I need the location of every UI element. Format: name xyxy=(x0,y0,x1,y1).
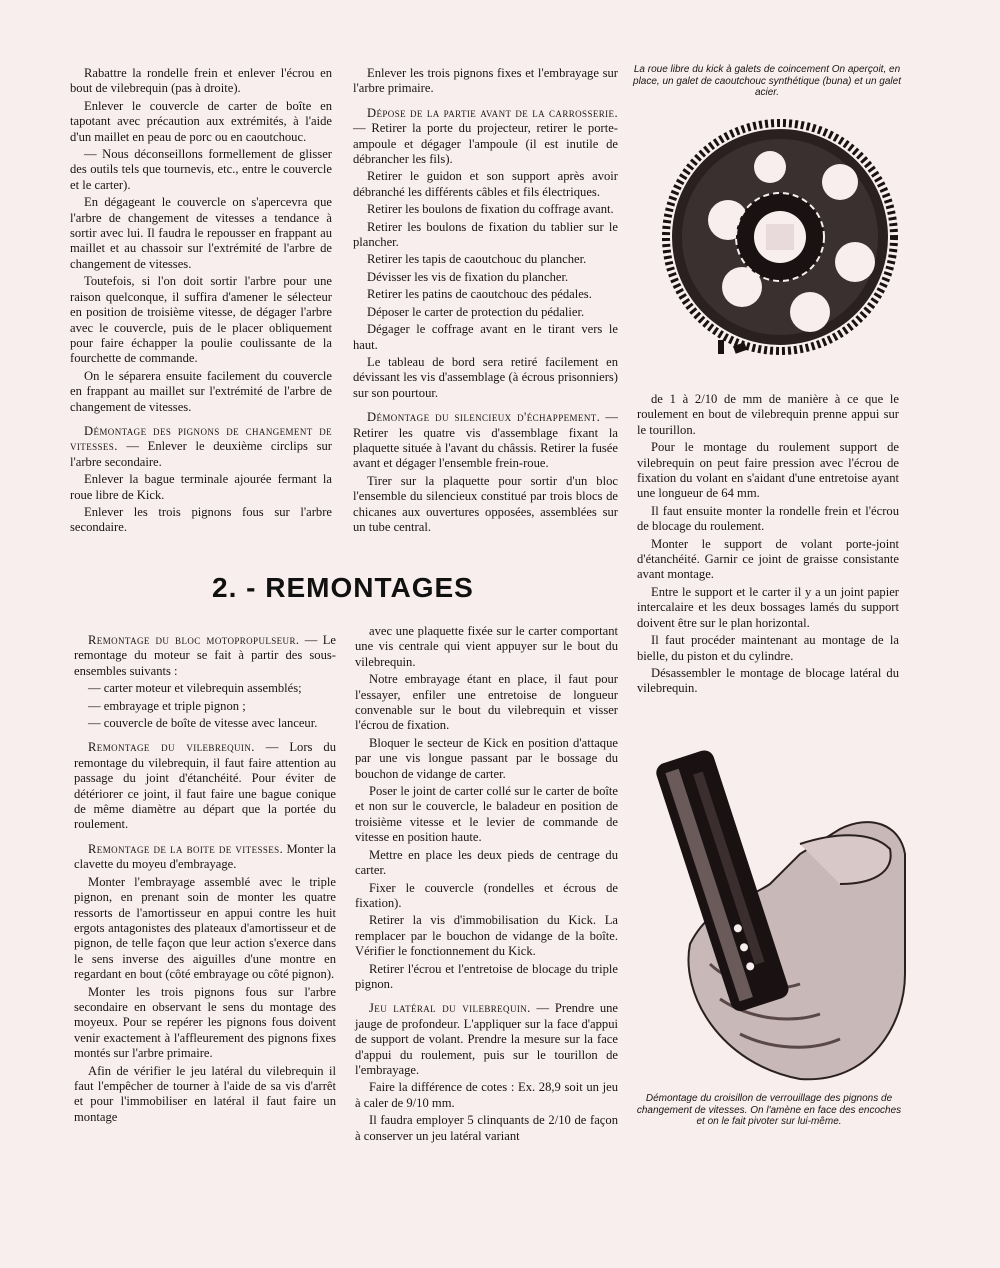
paragraph-text: — Retirer les quatre vis d'assemblage fixant la plaquette située à l'avant du châssis. Retirer la fusée avant et dégager l'ensemble frein-roue. xyxy=(353,410,618,471)
paragraph xyxy=(70,147,332,193)
paragraph xyxy=(637,666,899,697)
paragraph-text: de 1 à 2/10 de mm de manière à ce que le roulement en bout de vilebrequin prenne appui sur le tourillon. xyxy=(637,392,899,437)
paragraph xyxy=(353,355,618,401)
paragraph-text: Rabattre la rondelle frein et enlever l'écrou en bout de vilebrequin (pas à droite). xyxy=(70,66,332,96)
hand-shaft-image xyxy=(650,734,912,1084)
paragraph-text: Retirer les boulons de fixation du coffrage avant. xyxy=(367,202,614,217)
paragraph xyxy=(353,474,618,536)
paragraph xyxy=(353,66,618,97)
paragraph xyxy=(355,848,618,879)
paragraph-text: Dégager le coffrage avant en le tirant vers le haut. xyxy=(353,322,618,352)
paragraph-text: Enlever les trois pignons fixes et l'embrayage sur l'arbre primaire. xyxy=(353,66,618,96)
paragraph-text: Dévisser les vis de fixation du plancher. xyxy=(367,269,569,284)
paragraph xyxy=(353,106,618,168)
paragraph-text: Retirer la vis d'immobilisation du Kick. La remplacer par le bouchon de vidange de la boîte. Vérifier le fonctionnement du Kick. xyxy=(355,913,618,959)
section-lead: Remontage du vilebrequin. xyxy=(88,740,255,755)
paragraph-text: — Nous déconseillons formellement de glisser des outils tels que tournevis, etc., entre le couvercle et le carter). xyxy=(70,147,332,192)
paragraph xyxy=(353,169,618,200)
paragraph-text: Retirer l'écrou et l'entretoise de blocage du triple pignon. xyxy=(355,961,618,991)
section-lead: Remontage du bloc motopropulseur. xyxy=(88,633,300,647)
section-lead: Dépose de la partie avant de la carrosserie. xyxy=(367,105,618,120)
section-lead: Jeu latéral du vilebrequin. xyxy=(369,1001,531,1016)
kick-gear-image xyxy=(650,112,915,360)
top-column-2 xyxy=(353,66,618,537)
paragraph-text: Afin de vérifier le jeu latéral du vilebrequin il faut l'empêcher de tourner à l'aide de sa vis d'arrêt et pour l'immobiliser en latéral il faut faire un montage xyxy=(74,1063,336,1124)
paragraph xyxy=(353,305,618,320)
paragraph-text: Poser le joint de carter collé sur le carter de boîte et non sur le couvercle, le baladeur en position de troisième vitesse et le levier de commande de vitesse en position haute. xyxy=(355,784,618,845)
paragraph xyxy=(355,881,618,912)
paragraph xyxy=(74,875,336,983)
paragraph-text: Monter l'embrayage assemblé avec le triple pignon, en prenant soin de monter les quatre ressorts de l'amortisseur en appui contre les huit ergots antagonistes des plateaux d'amortisseur et de pignon, de telle façon que leur action s'exerce dans le sens inverse des aiguilles d'une montre en regardant en bout (côté embrayage ou côté pignon). xyxy=(74,874,336,982)
paragraph-text: Déposer le carter de protection du pédalier. xyxy=(367,304,585,319)
paragraph xyxy=(74,699,336,714)
paragraph-text: Retirer les boulons de fixation du tablier sur le plancher. xyxy=(353,219,618,250)
paragraph xyxy=(74,1064,336,1126)
paragraph-text: Enlever la bague terminale ajourée fermant la roue libre de Kick. xyxy=(70,472,332,502)
section-lead: Démontage du silencieux d'échappement. xyxy=(367,410,601,425)
paragraph xyxy=(353,287,618,302)
bottom-column-2 xyxy=(355,624,618,1146)
paragraph xyxy=(355,913,618,959)
paragraph xyxy=(70,369,332,415)
paragraph-text: Entre le support et le carter il y a un joint papier intercalaire et les deux bossages lamés du support doivent être sur le plan horizontal. xyxy=(637,584,899,630)
paragraph xyxy=(355,1080,618,1111)
paragraph xyxy=(637,585,899,631)
paragraph xyxy=(74,985,336,1062)
paragraph xyxy=(355,1001,618,1078)
paragraph xyxy=(70,274,332,366)
paragraph-text: Bloquer le secteur de Kick en position d'attaque par une vis longue passant par le bossage du bouchon de vidange de carter. xyxy=(355,735,618,781)
hand-caption: Démontage du croisillon de verrouillage des pignons de changement de vitesses. On l'amène en face des encoches et on le fait pivoter sur lui-même. xyxy=(636,1093,902,1127)
paragraph-text: avec une plaquette fixée sur le carter comportant une vis centrale qui vient appuyer sur le bout du vilebrequin. xyxy=(355,624,618,669)
paragraph xyxy=(70,472,332,503)
paragraph xyxy=(355,962,618,993)
paragraph xyxy=(353,252,618,267)
paragraph xyxy=(353,322,618,353)
paragraph-text: Il faut ensuite monter la rondelle frein et l'écrou de blocage du roulement. xyxy=(637,503,899,534)
paragraph xyxy=(355,784,618,846)
paragraph xyxy=(355,624,618,670)
paragraph-text: Monter le support de volant porte-joint d'étanchéité. Garnir ce joint de graisse consistante avant montage. xyxy=(637,536,899,582)
paragraph-text: Faire la différence de cotes : Ex. 28,9 soit un jeu à caler de 9/10 mm. xyxy=(355,1080,618,1110)
right-column xyxy=(637,392,899,699)
paragraph xyxy=(74,681,336,696)
top-column-1 xyxy=(70,66,332,538)
paragraph xyxy=(637,392,899,438)
paragraph xyxy=(355,672,618,734)
bottom-column-1 xyxy=(74,624,336,1127)
paragraph xyxy=(70,505,332,536)
paragraph xyxy=(70,424,332,470)
paragraph-text: Retirer les tapis de caoutchouc du plancher. xyxy=(367,252,587,267)
paragraph xyxy=(70,195,332,272)
paragraph-text: Retirer le guidon et son support après avoir débranché les différents câbles et fils électriques. xyxy=(353,169,618,199)
paragraph-text: — Prendre une jauge de profondeur. L'appliquer sur la face d'appui de support de volant. Prendre la mesure sur la face d'appui du roulement, puis sur le tourillon de l'embrayage. xyxy=(355,1001,619,1077)
paragraph-text: Retirer les patins de caoutchouc des pédales. xyxy=(367,287,592,302)
section-lead: Remontage de la boite de vitesses. xyxy=(88,841,284,856)
paragraph-text: Il faudra employer 5 clinquants de 2/10 de façon à conserver un jeu latéral variant xyxy=(355,1113,618,1143)
paragraph-text: Désassembler le montage de blocage latéral du vilebrequin. xyxy=(637,665,899,696)
paragraph xyxy=(70,66,332,97)
paragraph-text: Enlever le couvercle de carter de boîte en tapotant avec précaution aux extrémités, à l'aide d'un maillet en peau de porc ou en caoutchouc. xyxy=(70,98,332,144)
paragraph xyxy=(353,410,618,472)
paragraph xyxy=(637,504,899,535)
paragraph xyxy=(74,633,336,679)
paragraph-text: Tirer sur la plaquette pour sortir d'un bloc l'ensemble du silencieux constitué par trois blocs de chicanes aux ouvertures opposées, assemblées sur un tube central. xyxy=(353,473,618,534)
paragraph-text: — Retirer la porte du projecteur, retirer le porte-ampoule et dégager l'ampoule (il est inutile de débrancher les fils). xyxy=(353,121,618,167)
paragraph-text: Fixer le couvercle (rondelles et écrous de fixation). xyxy=(355,880,618,910)
paragraph-text: Il faut procéder maintenant au montage de la bielle, du piston et du cylindre. xyxy=(637,633,899,663)
paragraph xyxy=(74,740,336,832)
paragraph xyxy=(353,202,618,217)
paragraph xyxy=(70,99,332,145)
paragraph-text: On le séparera ensuite facilement du couvercle en frappant au maillet sur l'extrémité de l'arbre de changement de vitesses. xyxy=(70,368,332,414)
section-heading: 2. - REMONTAGES xyxy=(212,572,474,603)
paragraph-text: Mettre en place les deux pieds de centrage du carter. xyxy=(355,847,618,878)
paragraph-text: Notre embrayage étant en place, il faut pour l'essayer, enfiler une entretoise de longueur convenable sur le bout du vilebrequin et visser l'écrou de fixation. xyxy=(355,672,618,733)
paragraph xyxy=(74,716,336,731)
paragraph xyxy=(353,220,618,251)
paragraph-text: Le tableau de bord sera retiré facilement en dévissant les vis d'assemblage (à écrous prisonniers) sur son pourtour. xyxy=(353,354,618,400)
section-lead: Démontage des pignons de changement de vitesses. xyxy=(70,423,332,454)
paragraph-text: Monter la clavette du moyeu d'embrayage. xyxy=(74,841,336,872)
paragraph-text: Enlever les trois pignons fous sur l'arbre secondaire. xyxy=(70,504,332,535)
paragraph xyxy=(637,537,899,583)
paragraph xyxy=(355,1113,618,1144)
paragraph-text: — carter moteur et vilebrequin assemblés; xyxy=(88,681,302,696)
paragraph-text: — embrayage et triple pignon ; xyxy=(88,698,246,713)
paragraph xyxy=(74,842,336,873)
paragraph-text: — Le remontage du moteur se fait à partir des sous-ensembles suivants : xyxy=(74,633,336,678)
gear-caption: La roue libre du kick à galets de coincement On aperçoit, en place, un galet de caoutchouc synthétique (buna) et un galet acier. xyxy=(633,64,901,98)
paragraph xyxy=(637,633,899,664)
paragraph-text: — Enlever le deuxième circlips sur l'arbre secondaire. xyxy=(70,439,332,469)
paragraph xyxy=(637,440,899,502)
paragraph xyxy=(355,736,618,782)
paragraph-text: Monter les trois pignons fous sur l'arbre secondaire en observant le sens du montage des moyeux. Pour se repérer les pignons fous doivent venir exactement à l'affleurement des pignons fixes montés sur l'arbre primaire. xyxy=(74,984,336,1061)
paragraph-text: — Lors du remontage du vilebrequin, il faut faire attention au passage du joint d'étanchéité. Pour éviter de détériorer ce joint, il faut faire une bague conique de même diamètre au départ que la portée du roulement. xyxy=(74,740,337,832)
paragraph-text: Pour le montage du roulement support de vilebrequin on peut faire pression avec l'écrou de fixation du volant en s'aidant d'une entretoise ayant une longueur de 64 mm. xyxy=(637,440,899,501)
paragraph-text: En dégageant le couvercle on s'apercevra que l'arbre de changement de vitesses a tendance à sortir avec lui. Il faudra le repousser en frappant au maillet et au chassoir sur l'extrémité de l'arbre de changement de vitesses. xyxy=(70,195,332,271)
paragraph-text: — couvercle de boîte de vitesse avec lanceur. xyxy=(88,716,318,731)
paragraph-text: Toutefois, si l'on doit sortir l'arbre pour une raison quelconque, il suffira d'amener le sélecteur en position de troisième vitesse, de dégager l'arbre avec le couvercle, puis de le placer obliquement pour faire échapper la poulie coulissante de la fourchette de commande. xyxy=(70,274,332,366)
paragraph xyxy=(353,270,618,285)
